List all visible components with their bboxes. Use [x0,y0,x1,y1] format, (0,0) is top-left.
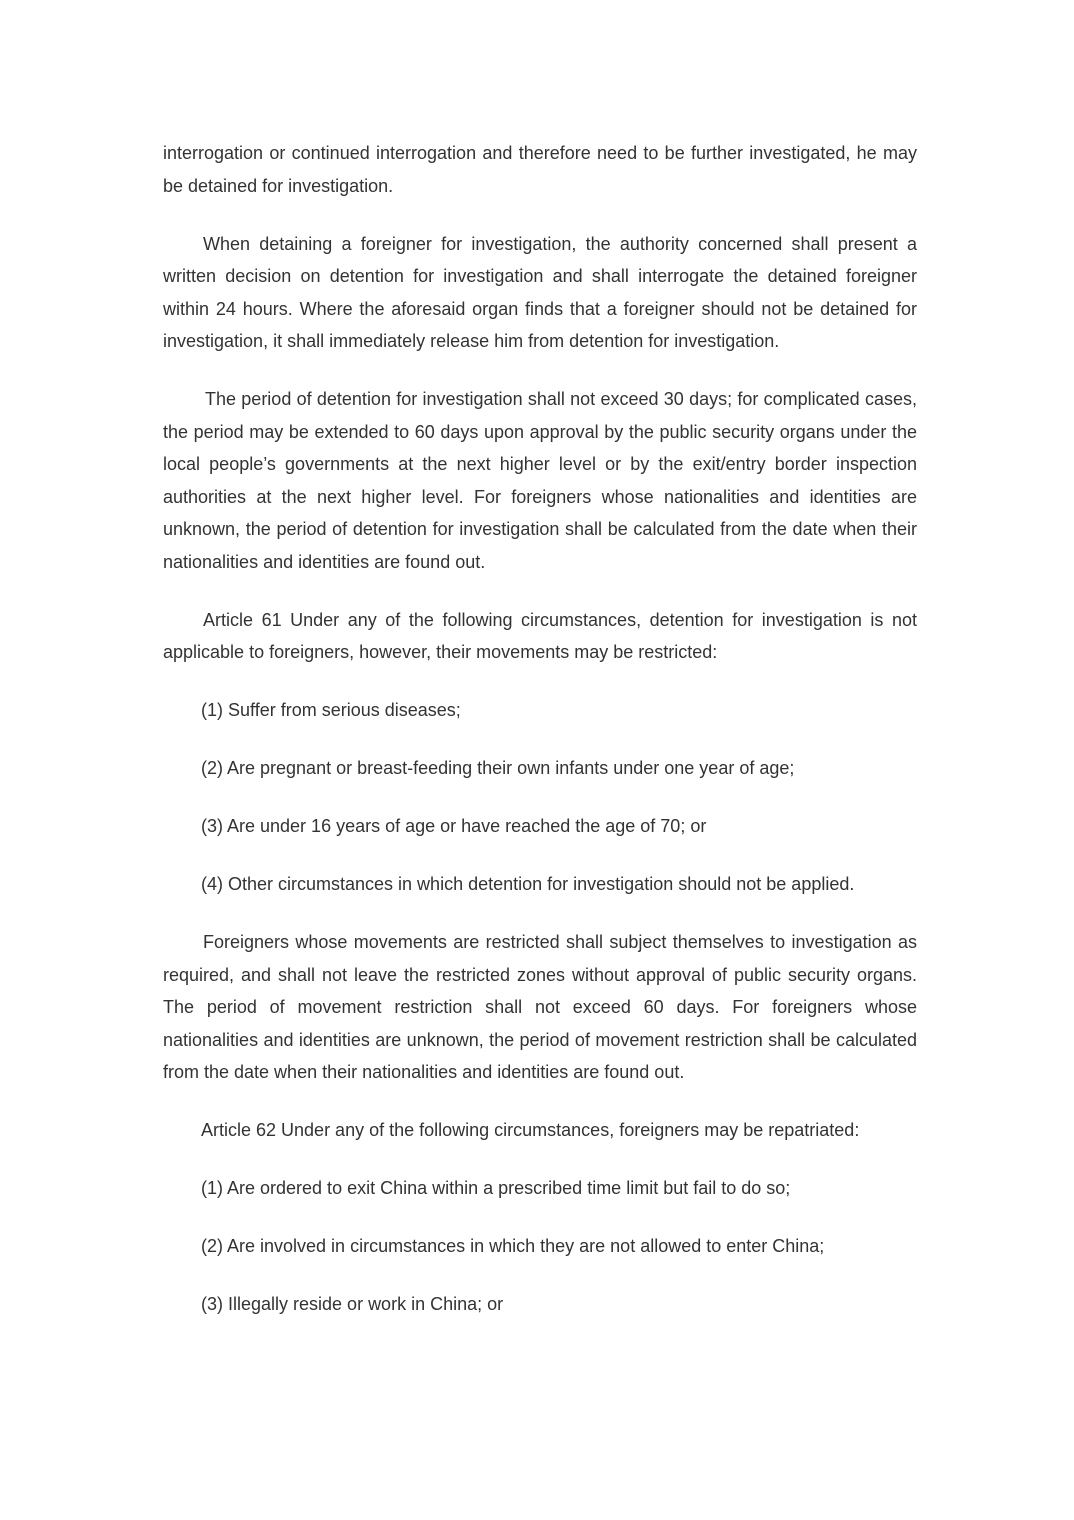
paragraph-detention-procedure: When detaining a foreigner for investigation, the authority concerned shall present a written decision on detention for investigation and shall interrogate the detained foreigner within 24 hours. Where the aforesaid organ finds that a foreigner should not be detained for investigation, it shall immediately release him from detention for investigation. [163,233,917,351]
list-item-article-61-1: (1) Suffer from serious diseases; [201,700,461,720]
document-page [163,137,917,1346]
paragraph-detention-period: The period of detention for investigation shall not exceed 30 days; for complicated cases, the period may be extended to 60 days upon approval by the public security organs under the local people’s governments at the next higher level or by the exit/entry border inspection authorities at the next higher level. For foreigners whose nationalities and identities are unknown, the period of detention for investigation shall be calculated from the date when their nationalities and identities are found out. [163,389,917,572]
list-item-article-62-1: (1) Are ordered to exit China within a prescribed time limit but fail to do so; [201,1178,791,1198]
paragraph-continuation: interrogation or continued interrogation and therefore need to be further investigated, he may be detained for investigation. [163,143,917,196]
list-item-article-62-2: (2) Are involved in circumstances in which they are not allowed to enter China; [201,1236,825,1256]
paragraph-movement-restriction: Foreigners whose movements are restricted shall subject themselves to investigation as required, and shall not leave the restricted zones without approval of public security organs. The period of movement restriction shall not exceed 60 days. For foreigners whose nationalities and identities are unknown, the period of movement restriction shall be calculated from the date when their nationalities and identities are found out. [163,932,917,1082]
list-item-article-61-4: (4) Other circumstances in which detention for investigation should not be applied. [201,874,855,894]
paragraph-article-62: Article 62 Under any of the following circumstances, foreigners may be repatriated: [201,1120,860,1140]
paragraph-article-61: Article 61 Under any of the following circumstances, detention for investigation is not applicable to foreigners, however, their movements may be restricted: [163,609,917,662]
list-item-article-61-2: (2) Are pregnant or breast-feeding their own infants under one year of age; [201,758,795,778]
list-item-article-62-3: (3) Illegally reside or work in China; or [201,1294,504,1314]
list-item-article-61-3: (3) Are under 16 years of age or have reached the age of 70; or [201,816,707,836]
